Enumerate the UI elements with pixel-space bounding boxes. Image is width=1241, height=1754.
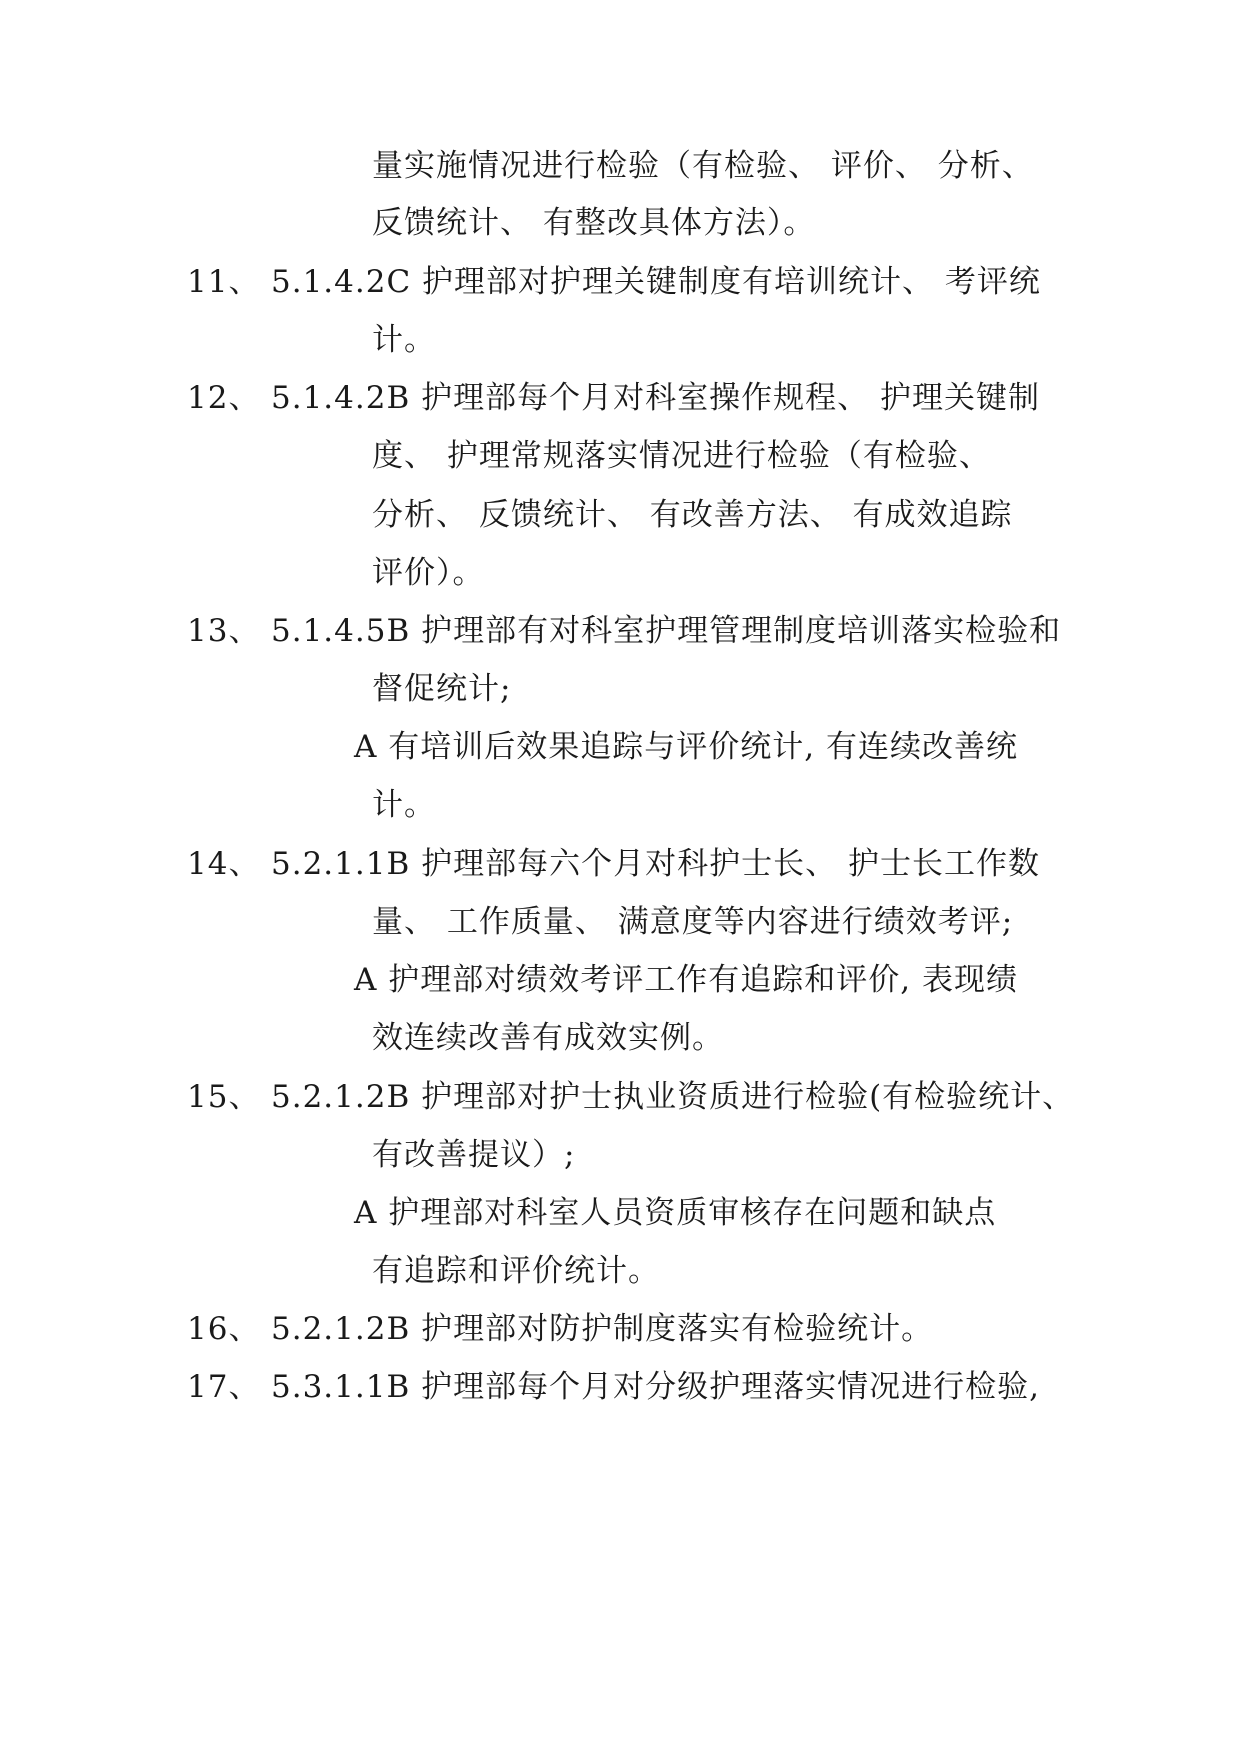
item-text: 5.2.1.2B 护理部对防护制度落实有检验统计。 (271, 1311, 934, 1347)
text-line: 督促统计; (372, 671, 512, 707)
item-number: 11、 (187, 264, 261, 300)
text-line: 有追踪和评价统计。 (372, 1253, 660, 1289)
text-line: 计。 (372, 322, 436, 358)
item-number: 14、 (187, 846, 261, 882)
text-line: 评价）。 (372, 555, 485, 591)
text-line: 效连续改善有成效实例。 (372, 1020, 724, 1056)
text-line: 分析、 反馈统计、 有改善方法、 有成效追踪 (372, 497, 1013, 533)
item-number: 17、 (187, 1369, 261, 1405)
item-number: 15、 (187, 1079, 261, 1115)
text-line: 有改善提议）; (372, 1137, 576, 1173)
text-line: 量实施情况进行检验（有检验、 评价、 分析、 (372, 148, 1034, 184)
item-text: 5.3.1.1B 护理部每个月对分级护理落实情况进行检验, (271, 1369, 1040, 1405)
item-text: 5.1.4.2B 护理部每个月对科室操作规程、 护理关键制 (271, 380, 1040, 416)
item-number: 12、 (187, 380, 261, 416)
level-a-text: A 护理部对绩效考评工作有追踪和评价, 表现绩 (354, 962, 1018, 998)
text-line: 度、 护理常规落实情况进行检验（有检验、 (372, 438, 991, 474)
text-line: 计。 (372, 787, 436, 823)
item-text: 5.2.1.2B 护理部对护士执业资质进行检验(有检验统计、 (271, 1079, 1075, 1115)
item-text: 5.1.4.5B 护理部有对科室护理管理制度培训落实检验和 (271, 613, 1062, 649)
level-a-text: A 有培训后效果追踪与评价统计, 有连续改善统 (354, 729, 1018, 765)
level-a-text: A 护理部对科室人员资质审核存在问题和缺点 (354, 1195, 997, 1231)
item-text: 5.2.1.1B 护理部每六个月对科护士长、 护士长工作数 (271, 846, 1040, 882)
text-line: 反馈统计、 有整改具体方法）。 (372, 205, 816, 241)
item-number: 13、 (187, 613, 261, 649)
text-line: 量、 工作质量、 满意度等内容进行绩效考评; (372, 904, 1014, 940)
item-number: 16、 (187, 1311, 261, 1347)
item-text: 5.1.4.2C 护理部对护理关键制度有培训统计、 考评统 (271, 264, 1041, 300)
